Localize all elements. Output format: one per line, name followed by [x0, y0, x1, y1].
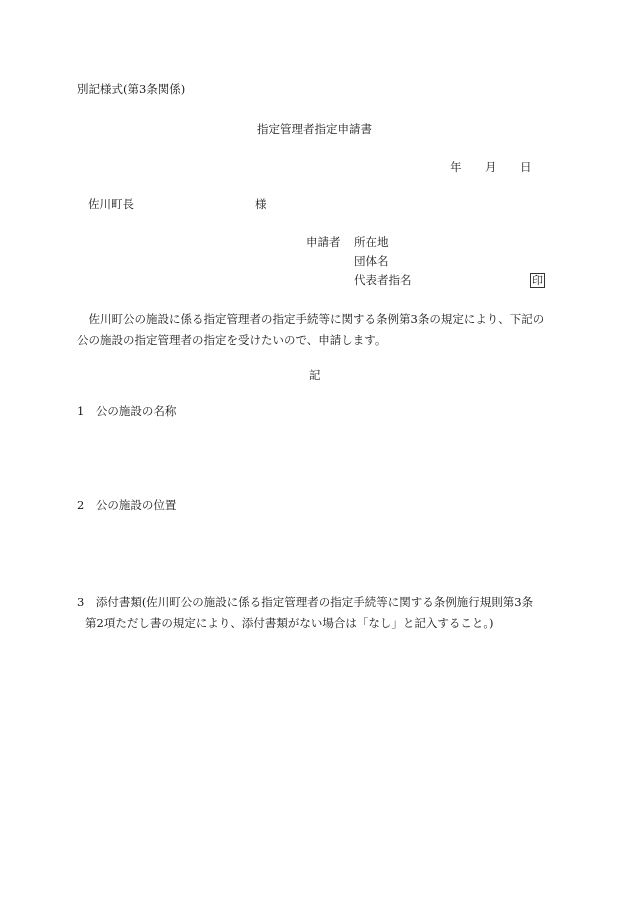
item-1-facility-name: 1 公の施設の名称	[77, 404, 177, 418]
seal-mark: 印	[532, 274, 543, 287]
date-day: 日	[520, 160, 532, 174]
item-2-facility-location: 2 公の施設の位置	[77, 498, 177, 512]
addressee-honorific: 様	[255, 197, 267, 211]
addressee-name: 佐川町長	[88, 197, 134, 211]
ki-heading: 記	[309, 368, 321, 382]
form-label: 別記様式(第3条関係)	[77, 82, 186, 96]
date-year: 年	[450, 160, 462, 174]
body-paragraph	[77, 309, 555, 351]
item-3-line-2: 第2項ただし書の規定により、添付書類がない場合は「なし」と記入すること。)	[85, 616, 494, 630]
applicant-org-label: 団体名	[354, 254, 389, 268]
body-line-1: 佐川町公の施設に係る指定管理者の指定手続等に関する条例第3条の規定により、下記の	[77, 312, 545, 326]
item-3-attachments	[77, 592, 555, 634]
applicant-rep-label: 代表者指名	[354, 273, 412, 287]
applicant-address-label: 所在地	[354, 235, 389, 249]
item-3-line-1: 3 添付書類(佐川町公の施設に係る指定管理者の指定手続等に関する条例施行規則第3条	[77, 595, 534, 609]
applicant-label: 申請者	[306, 235, 341, 249]
date-month: 月	[485, 160, 497, 174]
body-line-2: 公の施設の指定管理者の指定を受けたいので、申請します。	[77, 333, 387, 347]
document-title: 指定管理者指定申請書	[257, 122, 372, 136]
